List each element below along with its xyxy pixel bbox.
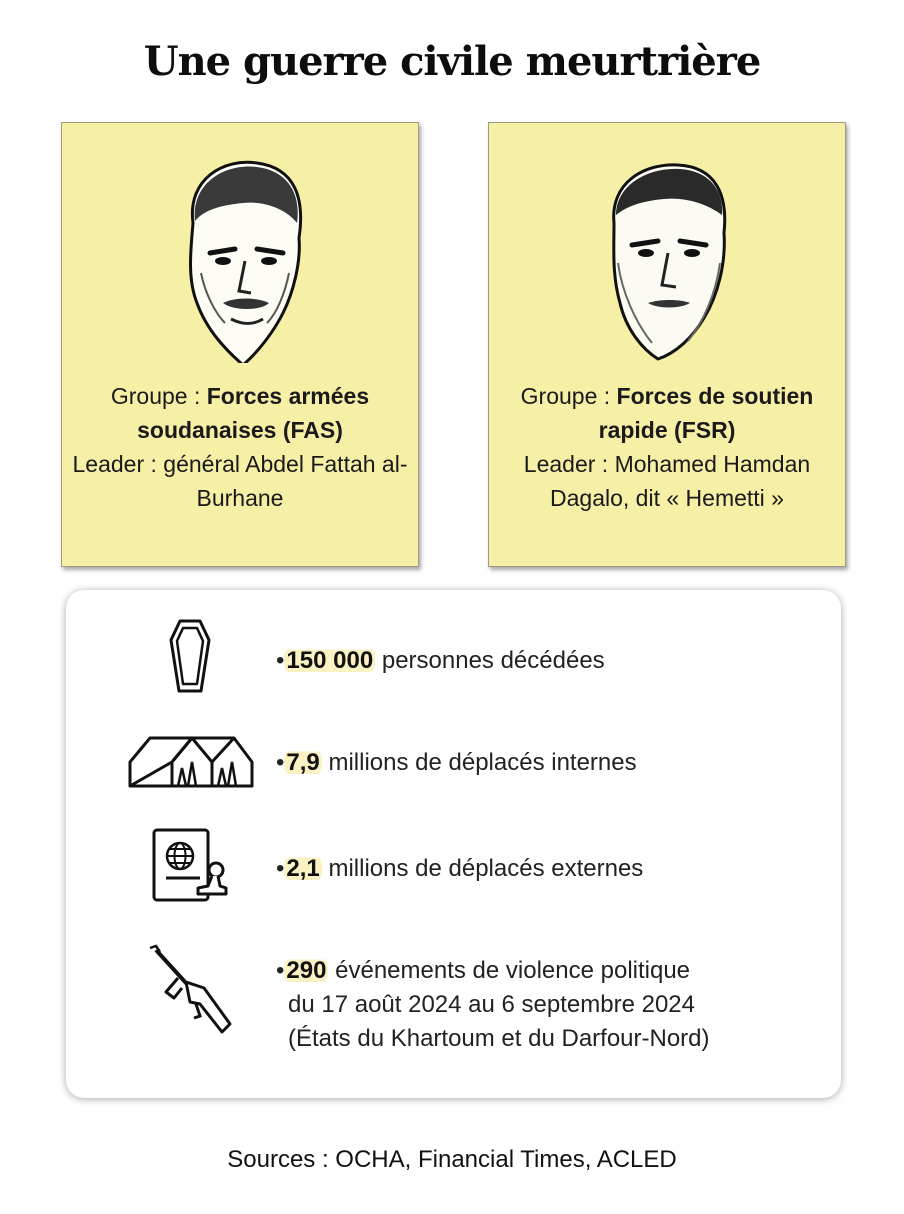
stat-value: 2,1	[286, 855, 320, 882]
card-fsr	[488, 122, 846, 567]
coffin-icon	[168, 618, 212, 694]
group-label: Groupe :	[110, 383, 207, 409]
leader-line: Leader : général Abdel Fattah al-Burhane	[72, 451, 408, 511]
sources: Sources : OCHA, Financial Times, ACLED	[227, 1146, 677, 1173]
rifle-icon	[146, 942, 238, 1038]
stat-value: 7,9	[286, 749, 320, 776]
bullet: •	[276, 855, 285, 882]
group-name: Forces de soutien rapide (FSR)	[598, 383, 814, 443]
stat-deaths	[276, 644, 605, 678]
passport-icon	[150, 826, 230, 906]
stats-panel	[66, 590, 841, 1098]
page-title: Une guerre civile meurtrière	[143, 38, 761, 85]
tent-icon	[126, 732, 256, 788]
bullet: •	[276, 749, 285, 776]
stat-label: millions de déplacés externes	[321, 855, 644, 882]
stat-label: événements de violence politique	[328, 957, 691, 984]
stat-label: personnes décédées	[375, 647, 605, 674]
bullet: •	[276, 647, 285, 674]
bullet: •	[276, 957, 285, 984]
stat-value: 290	[286, 957, 327, 984]
stat-violence	[276, 954, 710, 1056]
stat-line2: du 17 août 2024 au 6 septembre 2024	[288, 991, 695, 1018]
group-name: Forces armées soudanaises (FAS)	[137, 383, 370, 443]
stat-external	[276, 852, 643, 886]
card-fas-text	[72, 379, 408, 515]
stat-internal	[276, 746, 637, 780]
portrait-hemetti	[592, 153, 742, 363]
stat-label: millions de déplacés internes	[321, 749, 637, 776]
group-label: Groupe :	[520, 383, 617, 409]
leader-line: Leader : Mohamed Hamdan Dagalo, dit « Hemetti »	[523, 451, 811, 511]
card-fsr-text	[499, 379, 835, 515]
portrait-al-burhane	[165, 153, 315, 363]
card-fas	[61, 122, 419, 567]
stat-value: 150 000	[286, 647, 374, 674]
stat-line3: (États du Khartoum et du Darfour-Nord)	[288, 1025, 710, 1052]
